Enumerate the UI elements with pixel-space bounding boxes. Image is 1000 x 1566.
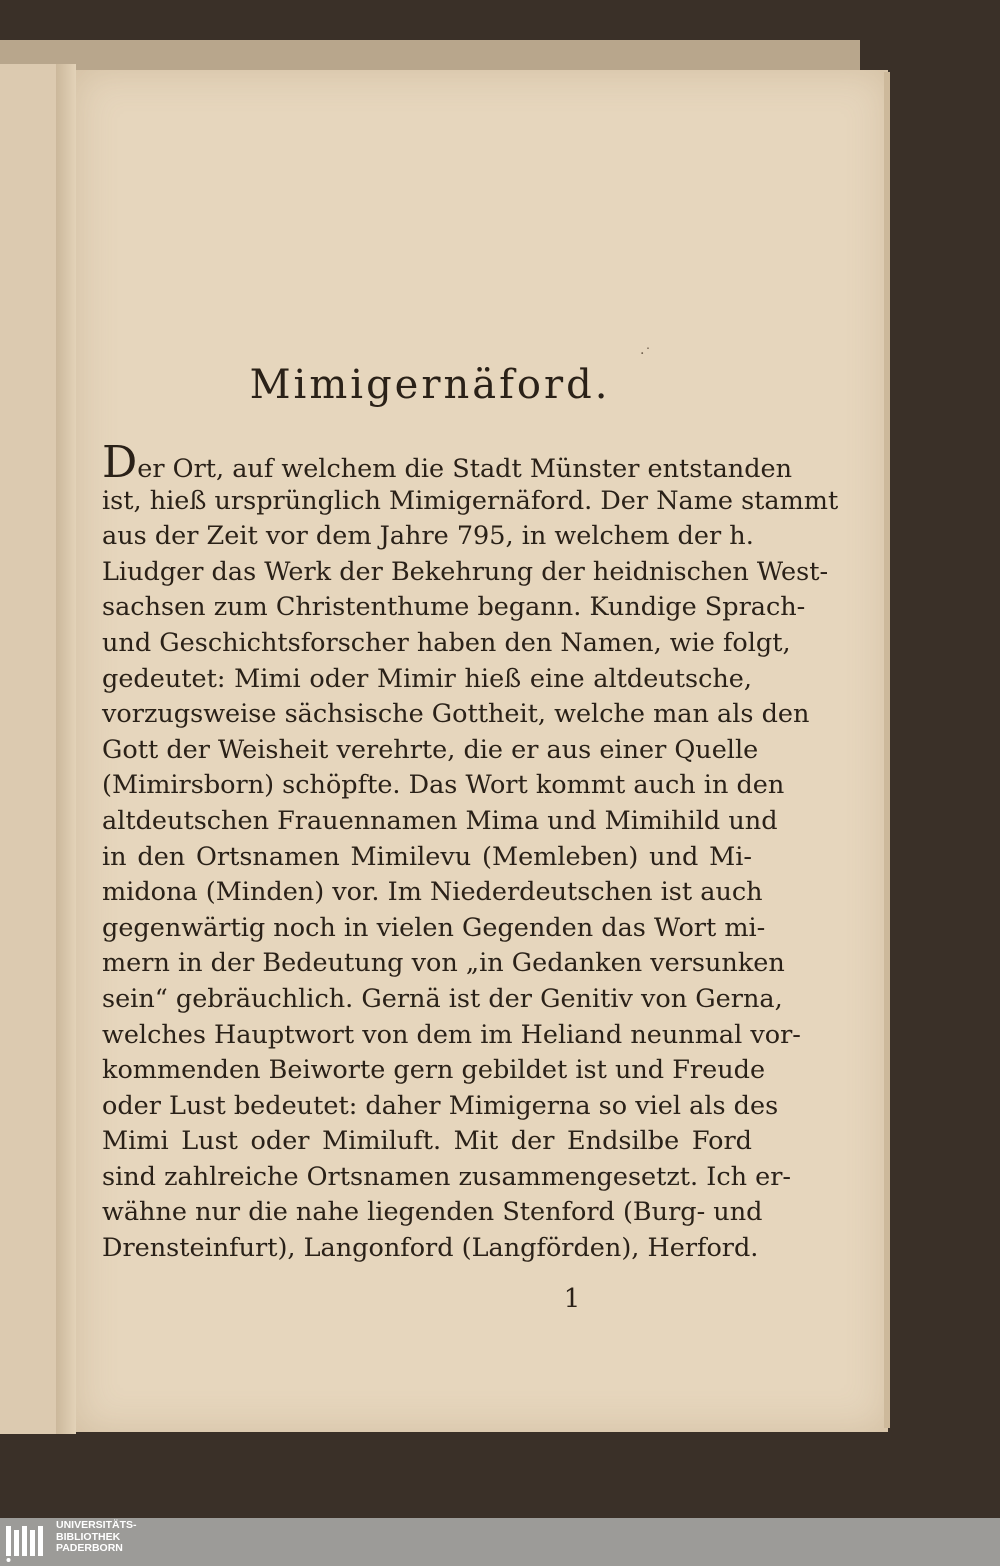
text-line: gegenwärtig noch in vielen Gegenden das Wort mi- <box>102 912 766 943</box>
drop-cap: D <box>102 437 138 488</box>
text-line: in den Ortsnamen Mimilevu (Memleben) und Mi- <box>102 841 752 872</box>
text-line: Drensteinfurt), Langonford (Langförden), Herford. <box>102 1233 759 1264</box>
text-line: und Geschichtsforscher haben den Namen, wie folgt, <box>102 627 791 658</box>
text-line: altdeutschen Frauennamen Mima und Mimihild und <box>102 805 778 836</box>
text-line: sind zahlreiche Ortsnamen zusammengesetzt. Ich er- <box>102 1161 792 1192</box>
text-line-1: Der Ort, auf welchem die Stadt Münster entstanden <box>102 437 793 488</box>
page-number: 1 <box>563 1284 581 1314</box>
text-line: Gott der Weisheit verehrte, die er aus einer Quelle <box>102 734 759 765</box>
text-line: sein“ gebräuchlich. Gernä ist der Genitiv von Gerna, <box>102 983 783 1014</box>
chapter-title: Mimigernäford. <box>249 362 611 408</box>
footer-bar <box>0 1518 1000 1566</box>
text-line: Liudger das Werk der Bekehrung der heidnischen West- <box>102 556 829 587</box>
page-edge <box>884 72 890 1428</box>
text-line: gedeutet: Mimi oder Mimir hieß eine altdeutsche, <box>102 663 752 694</box>
page-gutter <box>56 64 76 1434</box>
text-line: (Mimirsborn) schöpfte. Das Wort kommt auch in den <box>102 770 785 801</box>
text-line: mern in der Bedeutung von „in Gedanken versunken <box>102 948 785 979</box>
left-page <box>0 64 56 1434</box>
text-line: vorzugsweise sächsische Gottheit, welche man als den <box>102 699 810 730</box>
paper-fleck: ·˙ <box>640 346 652 362</box>
library-logo-text <box>56 1520 137 1555</box>
text-line: Mimi Lust oder Mimiluft. Mit der Endsilbe Ford <box>102 1126 752 1157</box>
text-line: ist, hieß ursprünglich Mimigernäford. Der Name stammt <box>102 485 839 516</box>
text-line: kommenden Beiworte gern gebildet ist und Freude <box>102 1055 766 1086</box>
library-logo-icon <box>4 1520 48 1564</box>
text-line: midona (Minden) vor. Im Niederdeutschen ist auch <box>102 877 763 908</box>
text-line: oder Lust bedeutet: daher Mimigerna so viel als des <box>102 1090 779 1121</box>
text-line: welches Hauptwort von dem im Heliand neunmal vor- <box>102 1019 801 1050</box>
logo-line: UNIVERSITÄTS- <box>56 1519 137 1531</box>
logo-line: BIBLIOTHEK <box>56 1530 121 1543</box>
text-line: aus der Zeit vor dem Jahre 795, in welchem der h. <box>102 521 754 552</box>
logo-line: PADERBORN <box>56 1542 123 1554</box>
text-line: sachsen zum Christenthume begann. Kundige Sprach- <box>102 592 806 623</box>
text-line: wähne nur die nahe liegenden Stenford (Burg- und <box>102 1197 763 1228</box>
body-text <box>102 437 839 1267</box>
